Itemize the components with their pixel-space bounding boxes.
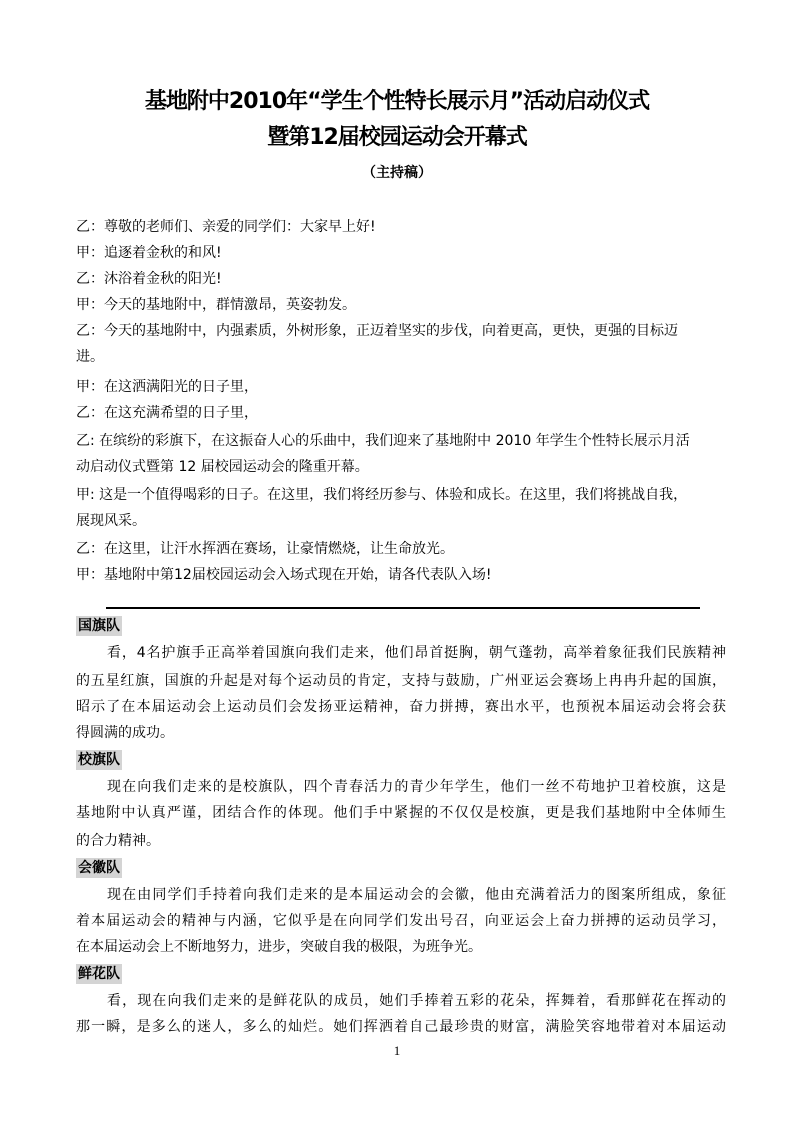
page-number: 1 [393, 1043, 401, 1058]
dialogue-line: 动启动仪式暨第 12 届校园运动会的隆重开幕。 [76, 459, 369, 475]
dialogue-line: 甲：基地附中第12届校园运动会入场式现在开始，请各代表队入场! [76, 567, 492, 583]
dialogue-line: 展现风采。 [76, 513, 146, 529]
section-heading-emblem: 会徽队 [78, 860, 120, 876]
dialogue-line: 甲：今天的基地附中，群情激昂，英姿勃发。 [76, 297, 356, 313]
paragraph-line: 得圆满的成功。 [76, 725, 174, 741]
paragraph-line: 现在由同学们手持着向我们走来的是本届运动会的会徽，他由充满着活力的图案所组成，象征 [107, 887, 726, 903]
paragraph-line: 在本届运动会上不断地努力，进步，突破自我的极限，为班争光。 [76, 939, 482, 955]
paragraph-line: 的合力精神。 [76, 833, 160, 849]
dialogue-line: 乙: 在缤纷的彩旗下，在这振奋人心的乐曲中，我们迎来了基地附中 2010 年学生个性特长展示月活 [76, 433, 690, 449]
dialogue-line: 乙：尊敬的老师们、亲爱的同学们：大家早上好! [76, 219, 376, 235]
document-title-line-1: 基地附中2010年“学生个性特长展示月”活动启动仪式 [144, 89, 650, 114]
horizontal-divider [106, 607, 700, 609]
dialogue-line: 乙：沐浴着金秋的阳光! [76, 271, 222, 287]
paragraph-line: 的五星红旗，国旗的升起是对每个运动员的肯定，支持与鼓励，广州亚运会赛场上冉冉升起的国旗， [76, 673, 726, 689]
document-subtitle: （主持稿） [362, 165, 432, 181]
paragraph-line: 那一瞬，是多么的迷人，多么的灿烂。她们挥洒着自己最珍贵的财富，满脸笑容地带着对本届运动 [76, 1019, 726, 1035]
paragraph-line: 看，4名护旗手正高举着国旗向我们走来，他们昂首挺胸，朝气蓬勃，高举着象征我们民族精神 [107, 645, 726, 661]
section-heading-school-flag: 校旗队 [78, 752, 120, 768]
paragraph-line: 看，现在向我们走来的是鲜花队的成员，她们手捧着五彩的花朵，挥舞着，看那鲜花在挥动的 [107, 993, 726, 1009]
dialogue-line: 甲：在这洒满阳光的日子里， [76, 379, 258, 395]
paragraph-line: 着本届运动会的精神与内涵，它似乎是在向同学们发出号召，向亚运会上奋力拼搏的运动员学习， [76, 913, 726, 929]
section-heading-national-flag: 国旗队 [78, 618, 120, 634]
paragraph-line: 现在向我们走来的是校旗队，四个青春活力的青少年学生，他们一丝不苟地护卫着校旗，这是 [107, 779, 726, 795]
section-heading-flowers: 鲜花队 [78, 966, 120, 982]
document-title-line-2: 暨第12届校园运动会开幕式 [267, 125, 527, 150]
paragraph-line: 昭示了在本届运动会上运动员们会发扬亚运精神，奋力拼搏，赛出水平，也预祝本届运动会将会获 [76, 699, 726, 715]
dialogue-line: 乙：在这里，让汗水挥洒在赛场，让豪情燃烧，让生命放光。 [76, 541, 454, 557]
dialogue-line: 乙：今天的基地附中，内强素质，外树形象，正迈着坚实的步伐，向着更高，更快，更强的目标迈 [76, 323, 678, 339]
dialogue-line: 乙：在这充满希望的日子里， [76, 405, 258, 421]
dialogue-line: 甲: 这是一个值得喝彩的日子。在这里，我们将经历参与、体验和成长。在这里，我们将挑战自我， [76, 487, 688, 503]
paragraph-line: 基地附中认真严谨，团结合作的体现。他们手中紧握的不仅仅是校旗，更是我们基地附中全体师生 [76, 805, 726, 821]
dialogue-line: 进。 [76, 349, 104, 365]
dialogue-line: 甲：追逐着金秋的和风! [76, 245, 222, 261]
